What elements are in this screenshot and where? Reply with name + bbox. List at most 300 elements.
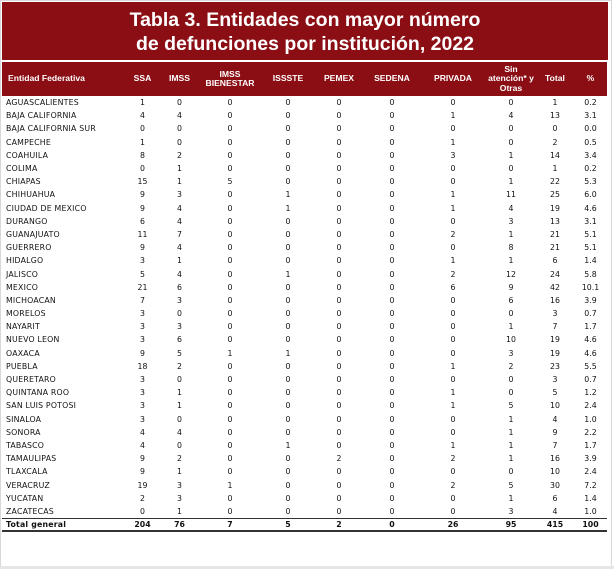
cell-percent: 1.0 [584,414,597,424]
cell-privada: 1 [450,440,456,450]
cell-pemex: 0 [336,98,342,108]
cell-imss-bienestar: 0 [227,256,233,266]
cell-entidad: TLAXCALA [6,467,48,477]
cell-entidad: CHIHUAHUA [6,190,56,200]
cell-total: 23 [550,361,560,371]
cell-sin-atencion: 0 [508,309,514,319]
cell-issste: 0 [285,150,291,160]
cell-total: 10 [550,401,560,411]
cell-ssa: 3 [140,322,145,332]
total-sin-atencion: 95 [486,518,536,531]
cell-sin-atencion: 3 [508,348,514,358]
cell-entidad: GUANAJUATO [6,229,60,239]
cell-issste: 0 [285,361,291,371]
cell-privada: 1 [450,388,456,398]
cell-entidad: SONORA [6,427,41,437]
cell-pemex: 0 [336,506,342,516]
cell-imss: 2 [177,361,182,371]
cell-sin-atencion: 2 [508,361,514,371]
cell-percent: 5.5 [584,361,597,371]
cell-privada: 1 [450,256,456,266]
cell-total: 19 [550,203,560,213]
cell-pemex: 0 [336,243,342,253]
cell-imss: 0 [177,124,182,134]
cell-entidad: DURANGO [6,216,48,226]
cell-entidad: NAYARIT [6,322,40,332]
cell-entidad: BAJA CALIFORNIA SUR [6,124,96,134]
cell-sin-atencion: 0 [508,375,514,385]
cell-percent: 2.2 [584,427,597,437]
cell-pemex: 0 [336,361,342,371]
cell-sin-atencion: 1 [508,414,514,424]
cell-issste: 0 [285,295,291,305]
cell-ssa: 3 [140,309,145,319]
cell-issste: 0 [285,216,291,226]
cell-imss-bienestar: 0 [227,216,233,226]
cell-issste: 0 [285,506,291,516]
table-row [2,413,607,426]
cell-pemex: 0 [336,480,342,490]
cell-imss-bienestar: 0 [227,164,233,174]
cell-ssa: 0 [140,506,145,516]
table-row [2,96,607,109]
table-row [2,136,607,149]
cell-imss-bienestar: 0 [227,440,233,450]
cell-percent: 0.0 [584,124,597,134]
cell-entidad: AGUASCALIENTES [6,98,79,108]
cell-ssa: 3 [140,414,145,424]
cell-total: 19 [550,348,560,358]
table-row [2,202,607,215]
cell-pemex: 0 [336,124,342,134]
cell-ssa: 21 [137,282,148,292]
cell-pemex: 0 [336,282,342,292]
cell-sedena: 0 [389,216,395,226]
cell-sedena: 0 [389,137,395,147]
cell-imss-bienestar: 0 [227,375,233,385]
table-row [2,122,607,135]
cell-issste: 0 [285,401,291,411]
cell-imss: 2 [177,454,182,464]
cell-total: 3 [552,309,558,319]
cell-issste: 0 [285,137,291,147]
cell-percent: 3.9 [584,295,597,305]
cell-privada: 0 [450,124,456,134]
total-ssa: 204 [124,518,161,531]
cell-entidad: CIUDAD DE MEXICO [6,203,87,213]
cell-sin-atencion: 10 [506,335,516,345]
cell-imss-bienestar: 0 [227,335,233,345]
cell-percent: 1.0 [584,506,597,516]
cell-percent: 5.1 [584,229,597,239]
cell-entidad: SAN LUIS POTOSI [6,401,77,411]
cell-pemex: 0 [336,388,342,398]
cell-imss: 3 [177,480,182,490]
cell-sedena: 0 [389,256,395,266]
cell-total: 42 [550,282,560,292]
table-row [2,109,607,122]
cell-entidad: MICHOACAN [6,295,56,305]
cell-percent: 0.2 [584,98,597,108]
cell-percent: 6.0 [584,190,597,200]
cell-imss: 4 [177,111,182,121]
cell-pemex: 0 [336,229,342,239]
cell-issste: 0 [285,493,291,503]
cell-entidad: JALISCO [6,269,39,279]
cell-total: 5 [552,388,558,398]
cell-imss-bienestar: 0 [227,506,233,516]
cell-percent: 4.6 [584,348,597,358]
header-imss: IMSS [168,73,190,84]
cell-percent: 5.8 [584,269,597,279]
cell-sin-atencion: 1 [508,493,514,503]
cell-issste: 1 [285,269,291,279]
cell-imss: 0 [177,98,182,108]
cell-pemex: 0 [336,269,342,279]
cell-sin-atencion: 1 [508,177,514,187]
cell-imss-bienestar: 0 [227,309,233,319]
cell-privada: 1 [450,203,456,213]
cell-imss-bienestar: 0 [227,111,233,121]
cell-imss-bienestar: 0 [227,190,233,200]
cell-sin-atencion: 12 [506,269,516,279]
cell-issste: 0 [285,309,291,319]
cell-sedena: 0 [389,243,395,253]
cell-imss: 0 [177,440,182,450]
total-pemex: 2 [314,518,364,531]
cell-imss: 0 [177,375,182,385]
cell-imss-bienestar: 0 [227,150,233,160]
cell-ssa: 1 [140,98,145,108]
cell-total: 19 [550,335,560,345]
cell-percent: 2.4 [584,401,597,411]
header-imss-bienestar: IMSS BIENESTAR [205,68,255,88]
cell-pemex: 0 [336,150,342,160]
cell-ssa: 3 [140,335,145,345]
table-row [2,281,607,294]
cell-issste: 0 [285,335,291,345]
cell-sedena: 0 [389,98,395,108]
cell-ssa: 9 [140,203,145,213]
cell-imss-bienestar: 0 [227,467,233,477]
header-sin-atencion: Sin atención* y Otras [488,63,534,93]
cell-total: 21 [550,243,560,253]
cell-imss-bienestar: 0 [227,414,233,424]
cell-imss-bienestar: 0 [227,203,233,213]
header-issste: ISSSTE [272,73,304,84]
cell-privada: 1 [450,361,456,371]
cell-percent: 1.4 [584,256,597,266]
cell-imss: 1 [177,401,182,411]
cell-issste: 0 [285,375,291,385]
table-row [2,175,607,188]
cell-percent: 5.1 [584,243,597,253]
cell-entidad: OAXACA [6,348,40,358]
cell-entidad: BAJA CALIFORNIA [6,111,77,121]
cell-total: 30 [550,480,560,490]
cell-ssa: 1 [140,137,145,147]
table-row [2,215,607,228]
cell-sin-atencion: 0 [508,388,514,398]
cell-sin-atencion: 1 [508,229,514,239]
cell-percent: 7.2 [584,480,597,490]
cell-percent: 3.1 [584,216,597,226]
header-ssa: SSA [133,73,152,84]
cell-privada: 0 [450,414,456,424]
cell-imss: 6 [177,335,182,345]
cell-ssa: 9 [140,243,145,253]
cell-ssa: 0 [140,164,145,174]
cell-sedena: 0 [389,335,395,345]
cell-imss: 1 [177,164,182,174]
header-sedena: SEDENA [374,73,410,84]
cell-sedena: 0 [389,111,395,121]
cell-percent: 1.4 [584,493,597,503]
total-percent: 100 [574,518,607,531]
total-entidad: Total general [2,518,124,531]
cell-total: 7 [552,440,558,450]
cell-sedena: 0 [389,269,395,279]
cell-total: 6 [552,256,558,266]
table-title-banner [2,2,608,60]
cell-total: 24 [550,269,560,279]
cell-privada: 6 [450,282,456,292]
cell-issste: 0 [285,467,291,477]
cell-total: 7 [552,322,558,332]
cell-total: 16 [550,454,560,464]
cell-percent: 1.2 [584,388,597,398]
table-row [2,294,607,307]
cell-ssa: 7 [140,295,145,305]
cell-total: 21 [550,229,560,239]
cell-issste: 0 [285,98,291,108]
cell-privada: 2 [450,454,456,464]
cell-ssa: 8 [140,150,145,160]
cell-percent: 1.7 [584,440,597,450]
cell-percent: 1.7 [584,322,597,332]
cell-pemex: 0 [336,440,342,450]
cell-issste: 0 [285,111,291,121]
table-row [2,426,607,439]
cell-pemex: 0 [336,427,342,437]
cell-privada: 1 [450,401,456,411]
cell-ssa: 3 [140,388,145,398]
header-total: Total [545,73,565,84]
cell-sedena: 0 [389,375,395,385]
cell-entidad: YUCATAN [6,493,44,503]
cell-sedena: 0 [389,414,395,424]
table-row [2,439,607,452]
cell-imss-bienestar: 5 [227,177,233,187]
cell-issste: 0 [285,229,291,239]
table-row [2,267,607,280]
cell-sedena: 0 [389,480,395,490]
cell-privada: 0 [450,335,456,345]
cell-imss: 3 [177,322,182,332]
cell-pemex: 0 [336,164,342,174]
total-imss: 76 [161,518,198,531]
cell-percent: 0.5 [584,137,597,147]
cell-sedena: 0 [389,282,395,292]
cell-ssa: 4 [140,440,145,450]
cell-sin-atencion: 4 [508,203,514,213]
table-row [2,452,607,465]
table-row [2,373,607,386]
header-pemex: PEMEX [323,73,355,84]
total-sedena: 0 [364,518,420,531]
cell-pemex: 0 [336,111,342,121]
total-privada: 26 [420,518,486,531]
title-line-1: Tabla 3. Entidades con mayor número [129,9,481,31]
cell-sin-atencion: 1 [508,440,514,450]
cell-sin-atencion: 1 [508,454,514,464]
cell-sin-atencion: 11 [506,190,516,200]
cell-sedena: 0 [389,177,395,187]
cell-issste: 0 [285,322,291,332]
cell-pemex: 2 [336,454,342,464]
cell-privada: 2 [450,229,456,239]
cell-total: 13 [550,111,560,121]
table-row [2,228,607,241]
cell-sin-atencion: 0 [508,467,514,477]
cell-sin-atencion: 1 [508,427,514,437]
cell-total: 1 [552,98,558,108]
cell-imss: 0 [177,414,182,424]
cell-imss-bienestar: 0 [227,98,233,108]
cell-imss-bienestar: 0 [227,269,233,279]
cell-imss: 1 [177,467,182,477]
cell-privada: 0 [450,216,456,226]
cell-pemex: 0 [336,414,342,424]
cell-privada: 1 [450,190,456,200]
cell-percent: 5.3 [584,177,597,187]
cell-entidad: TAMAULIPAS [6,454,57,464]
cell-pemex: 0 [336,322,342,332]
cell-ssa: 11 [137,229,148,239]
cell-issste: 0 [285,124,291,134]
cell-sedena: 0 [389,467,395,477]
cell-sin-atencion: 4 [508,111,514,121]
cell-ssa: 3 [140,375,145,385]
cell-sin-atencion: 6 [508,295,514,305]
cell-sedena: 0 [389,150,395,160]
cell-sin-atencion: 3 [508,506,514,516]
cell-total: 4 [552,506,558,516]
cell-issste: 0 [285,243,291,253]
cell-imss: 0 [177,309,182,319]
cell-sedena: 0 [389,164,395,174]
cell-percent: 3.4 [584,150,597,160]
header-row [2,62,607,96]
cell-imss: 6 [177,282,182,292]
table-row [2,465,607,478]
cell-imss: 4 [177,216,182,226]
cell-sedena: 0 [389,401,395,411]
cell-sin-atencion: 0 [508,98,514,108]
cell-privada: 0 [450,177,456,187]
cell-sedena: 0 [389,229,395,239]
cell-imss: 1 [177,506,182,516]
cell-issste: 1 [285,348,291,358]
cell-imss: 4 [177,243,182,253]
cell-total: 16 [550,295,560,305]
cell-sedena: 0 [389,427,395,437]
cell-imss-bienestar: 0 [227,493,233,503]
cell-sin-atencion: 5 [508,480,514,490]
cell-imss: 5 [177,348,182,358]
cell-percent: 3.1 [584,111,597,121]
cell-sin-atencion: 8 [508,243,514,253]
table-row [2,149,607,162]
cell-imss: 1 [177,388,182,398]
cell-total: 2 [552,137,558,147]
table-row [2,254,607,267]
cell-ssa: 0 [140,124,145,134]
cell-imss-bienestar: 0 [227,388,233,398]
cell-entidad: MORELOS [6,309,46,319]
table-row [2,386,607,399]
cell-percent: 10.1 [581,282,600,292]
cell-privada: 0 [450,322,456,332]
cell-ssa: 5 [140,269,145,279]
cell-imss: 0 [177,137,182,147]
cell-pemex: 0 [336,375,342,385]
cell-sedena: 0 [389,454,395,464]
cell-sin-atencion: 5 [508,401,514,411]
cell-sin-atencion: 0 [508,124,514,134]
cell-entidad: CHIAPAS [6,177,41,187]
cell-imss-bienestar: 0 [227,427,233,437]
cell-issste: 0 [285,164,291,174]
total-total: 415 [536,518,574,531]
cell-ssa: 2 [140,493,145,503]
cell-percent: 0.2 [584,164,597,174]
cell-privada: 0 [450,375,456,385]
cell-issste: 0 [285,177,291,187]
cell-pemex: 0 [336,467,342,477]
cell-sin-atencion: 1 [508,256,514,266]
cell-sedena: 0 [389,388,395,398]
cell-sedena: 0 [389,348,395,358]
cell-imss: 3 [177,295,182,305]
cell-entidad: QUERETARO [6,375,56,385]
cell-entidad: NUEVO LEON [6,335,60,345]
cell-sedena: 0 [389,440,395,450]
total-imss-bienestar: 7 [198,518,262,531]
cell-imss-bienestar: 0 [227,401,233,411]
cell-sedena: 0 [389,361,395,371]
cell-issste: 1 [285,440,291,450]
table-row [2,333,607,346]
cell-total: 4 [552,414,558,424]
header-entidad: Entidad Federativa [8,73,85,84]
cell-entidad: VERACRUZ [6,480,50,490]
mortality-table [2,62,607,532]
cell-ssa: 9 [140,454,145,464]
cell-entidad: TABASCO [6,440,45,450]
cell-imss: 4 [177,203,182,213]
cell-issste: 0 [285,282,291,292]
cell-pemex: 0 [336,190,342,200]
cell-sedena: 0 [389,124,395,134]
cell-privada: 0 [450,506,456,516]
cell-pemex: 0 [336,137,342,147]
cell-entidad: QUINTANA ROO [6,388,70,398]
cell-total: 22 [550,177,560,187]
cell-sin-atencion: 1 [508,322,514,332]
cell-total: 13 [550,216,560,226]
cell-sin-atencion: 3 [508,216,514,226]
